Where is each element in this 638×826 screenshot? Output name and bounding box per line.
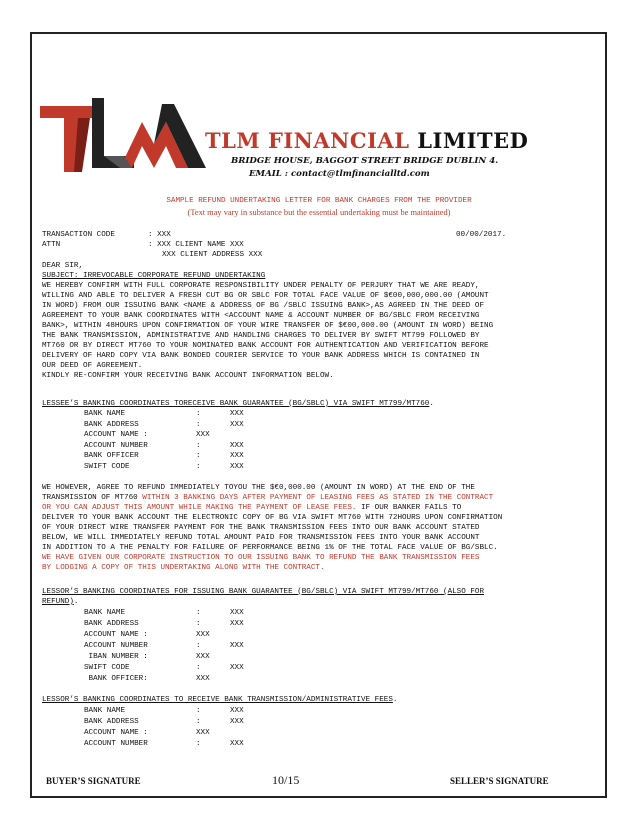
para1-line: DELIVERY OF HARD COPY VIA BANK BONDED COURIER SERVICE TO YOUR BANK ADDRESS WHICH IS CONTAINED IN — [42, 352, 480, 360]
para2-line — [42, 493, 595, 503]
para2-line: BELOW, WE WILL IMMEDIATELY REFUND TOTAL AMOUNT PAID FOR TRANSMISSION FEES INTO YOUR BANK ACCOUNT — [42, 534, 480, 542]
lessee-bank-address-label: BANK ADDRESS — [84, 421, 139, 429]
attn-client-name: : XXX CLIENT NAME XXX — [148, 241, 244, 249]
lessor-account-name-value: XXX — [196, 631, 210, 639]
document-subtitle: (Text may vary in substance but the essential undertaking must be maintained) — [187, 208, 451, 217]
lessor-account-name-label: ACCOUNT NAME : — [84, 631, 148, 639]
letter-date: 00/00/2017. — [456, 231, 507, 239]
company-address: BRIDGE HOUSE, BAGGOT STREET BRIDGE DUBLIN 4. — [231, 156, 499, 166]
lessor-colon: : — [196, 664, 201, 672]
lessor-bank-address-value: XXX — [230, 620, 244, 628]
lessor2-bank-name-label: BANK NAME — [84, 707, 126, 715]
lessee-colon: : — [196, 442, 201, 450]
lessee-bank-officer-value: XXX — [230, 452, 244, 460]
para1-line: WE HEREBY CONFIRM WITH FULL CORPORATE RESPONSIBILITY UNDER PENALTY OF PERJURY THAT WE ARE READY, — [42, 282, 480, 290]
lessee-heading: LESSEE’S BANKING COORDINATES TORECEIVE BANK GUARANTEE (BG/SBLC) VIA SWIFT MT799/MT760. — [42, 400, 434, 408]
lessor-account-number-label: ACCOUNT NUMBER — [84, 642, 148, 650]
lessee-colon: : — [196, 463, 201, 471]
para1-line: IN WORD) FROM OUR ISSUING BANK <NAME & ADDRESS OF BG /SBLC ISSUING BANK>,AS AGREED IN THE DEED OF — [42, 302, 485, 310]
para2-line3-b: IF OUR BANKER FAILS TO — [356, 504, 462, 512]
para2-line: IN ADDITION TO A THE PENALTY FOR FAILURE OF PERFORMANCE BEING 1% OF THE TOTAL FACE VALUE OF BG/SBLC. — [42, 544, 498, 552]
lessee-bank-address-value: XXX — [230, 421, 244, 429]
subject-line: SUBJECT: IRREVOCABLE CORPORATE REFUND UNDERTAKING — [42, 272, 266, 280]
para1-line: MT760 OR BY DIRECT MT760 TO YOUR NOMINATED BANK ACCOUNT FOR AUTHENTICATION AND VERIFICATION BEFORE — [42, 342, 489, 350]
lessee-colon: : — [196, 421, 201, 429]
tlm-logo — [38, 92, 210, 178]
para2-line-red: WE HAVE GIVEN OUR CORPORATE INSTRUCTION TO OUR ISSUING BANK TO REFUND THE BANK TRANSMISSION FEES — [42, 554, 480, 562]
lessee-bank-officer-label: BANK OFFICER — [84, 452, 139, 460]
lessee-bank-name-value: XXX — [230, 410, 244, 418]
lessor2-account-name-label: ACCOUNT NAME : — [84, 729, 148, 737]
para1-line: BANK>, WITHIN 48HOURS UPON CONFIRMATION OF YOUR WIRE TRANSFER OF $€00,000.00 (AMOUNT IN WORD) BEING — [42, 322, 494, 330]
salutation: DEAR SIR, — [42, 262, 84, 270]
lessor-iban-value: XXX — [196, 653, 210, 661]
lessee-bank-name-label: BANK NAME — [84, 410, 126, 418]
para2-line — [42, 503, 595, 513]
lessor2-account-number-value: XXX — [230, 740, 244, 748]
lessor2-colon: : — [196, 707, 201, 715]
lessee-account-name-value: XXX — [196, 431, 210, 439]
transaction-label: TRANSACTION CODE — [42, 231, 115, 239]
company-name-part2: LIMITED — [417, 128, 529, 153]
company-email: EMAIL : contact@tlmfinancialltd.com — [249, 169, 430, 179]
para2-line: OF YOUR DIRECT WIRE TRANSFER PAYMENT FOR THE BANK TRANSMISSION FEES INTO OUR BANK ACCOUNT STATED — [42, 524, 480, 532]
lessee-heading-text: LESSEE’S BANKING COORDINATES TORECEIVE BANK GUARANTEE (BG/SBLC) VIA SWIFT MT799/MT760 — [42, 400, 430, 408]
para1-line: KINDLY RE-CONFIRM YOUR RECEIVING BANK ACCOUNT INFORMATION BELOW. — [42, 372, 334, 380]
lessor-swift-code-value: XXX — [230, 664, 244, 672]
lessor-colon: : — [196, 609, 201, 617]
para2-line2-red: WITHIN 3 BANKING DAYS AFTER PAYMENT OF LEASING FEES AS STATED IN THE CONTRACT — [142, 494, 494, 502]
lessor2-colon: : — [196, 740, 201, 748]
para1-line: THE BANK TRANSMISSION, ADMINISTRATIVE AND HANDLING CHARGES TO DELIVER BY SWIFT MT799 FOLLOWED BY — [42, 332, 480, 340]
lessor-bank-officer-value: XXX — [196, 675, 210, 683]
attn-client-address: XXX CLIENT ADDRESS XXX — [162, 251, 263, 259]
lessee-account-name-label: ACCOUNT NAME : — [84, 431, 148, 439]
lessor-swift-code-label: SWIFT CODE — [84, 664, 130, 672]
lessee-account-number-value: XXX — [230, 442, 244, 450]
lessor-colon: : — [196, 642, 201, 650]
document-title: SAMPLE REFUND UNDERTAKING LETTER FOR BANK CHARGES FROM THE PROVIDER — [166, 197, 472, 205]
lessor2-colon: : — [196, 718, 201, 726]
para2-line3-red: OR YOU CAN ADJUST THIS AMOUNT WHILE MAKING THE PAYMENT OF LEASE FEES. — [42, 504, 357, 512]
lessor2-account-name-value: XXX — [196, 729, 210, 737]
lessor2-bank-address-label: BANK ADDRESS — [84, 718, 139, 726]
lessee-colon: : — [196, 410, 201, 418]
lessor2-bank-name-value: XXX — [230, 707, 244, 715]
paragraph-2 — [42, 483, 595, 573]
lessor-bank-officer-label: BANK OFFICER: — [84, 675, 148, 683]
lessor-heading-line2: REFUND). — [42, 598, 79, 606]
para1-line: OUR DEED OF AGREEMENT. — [42, 362, 143, 370]
company-name-part1: TLM FINANCIAL — [205, 128, 410, 153]
lessor-bank-name-label: BANK NAME — [84, 609, 126, 617]
lessor2-account-number-label: ACCOUNT NUMBER — [84, 740, 148, 748]
lessor-bank-name-value: XXX — [230, 609, 244, 617]
lessor-heading-line2-text: REFUND) — [42, 598, 74, 606]
lessor-account-number-value: XXX — [230, 642, 244, 650]
page-number: 10/15 — [272, 773, 300, 787]
lessor2-heading: LESSOR’S BANKING COORDINATES TO RECEIVE BANK TRANSMISSION/ADMINISTRATIVE FEES. — [42, 696, 398, 704]
lessor-bank-address-label: BANK ADDRESS — [84, 620, 139, 628]
para2-line2-a: TRANSMISSION OF MT760 — [42, 494, 143, 502]
lessor-colon: : — [196, 620, 201, 628]
para1-line: AGREEMENT TO YOUR BANK COORDINATES WITH <ACCOUNT NAME & ACCOUNT NUMBER OF BG/SBLC FROM RECEIVING — [42, 312, 480, 320]
para2-line-red: BY LODGING A COPY OF THIS UNDERTAKING ALONG WITH THE CONTRACT. — [42, 564, 325, 572]
lessor-heading-line1: LESSOR’S BANKING COORDINATES FOR ISSUING BANK GUARANTEE (BG/SBLC) VIA SWIFT MT799/MT760 (ALSO FOR — [42, 588, 485, 596]
para1-line: WILLING AND ABLE TO DELIVER A FRESH CUT BG OR SBLC FOR TOTAL FACE VALUE OF $€00,000,000.00 (AMOUNT — [42, 292, 489, 300]
paragraph-1 — [42, 281, 595, 381]
logo-m — [104, 104, 206, 168]
lessee-colon: : — [196, 452, 201, 460]
lessor2-heading-text: LESSOR’S BANKING COORDINATES TO RECEIVE BANK TRANSMISSION/ADMINISTRATIVE FEES — [42, 696, 393, 704]
lessee-swift-code-label: SWIFT CODE — [84, 463, 130, 471]
lessee-swift-code-value: XXX — [230, 463, 244, 471]
lessee-account-number-label: ACCOUNT NUMBER — [84, 442, 148, 450]
lessor-iban-label: IBAN NUMBER : — [84, 653, 148, 661]
attn-label: ATTN — [42, 241, 61, 249]
para2-line: WE HOWEVER, AGREE TO REFUND IMMEDIATELY TOYOU THE $€0,000.00 (AMOUNT IN WORD) AT THE END OF THE — [42, 484, 475, 492]
buyer-signature-label: BUYER’S SIGNATURE — [46, 776, 141, 786]
transaction-value: : XXX — [148, 231, 171, 239]
para2-line: DELIVER TO YOUR BANK ACCOUNT THE ELECTRONIC COPY OF BG VIA SWIFT MT760 WITH 72HOURS UPON CONFIRMATION — [42, 514, 503, 522]
lessor2-bank-address-value: XXX — [230, 718, 244, 726]
seller-signature-label: SELLER’S SIGNATURE — [450, 776, 549, 786]
company-name — [205, 128, 528, 153]
